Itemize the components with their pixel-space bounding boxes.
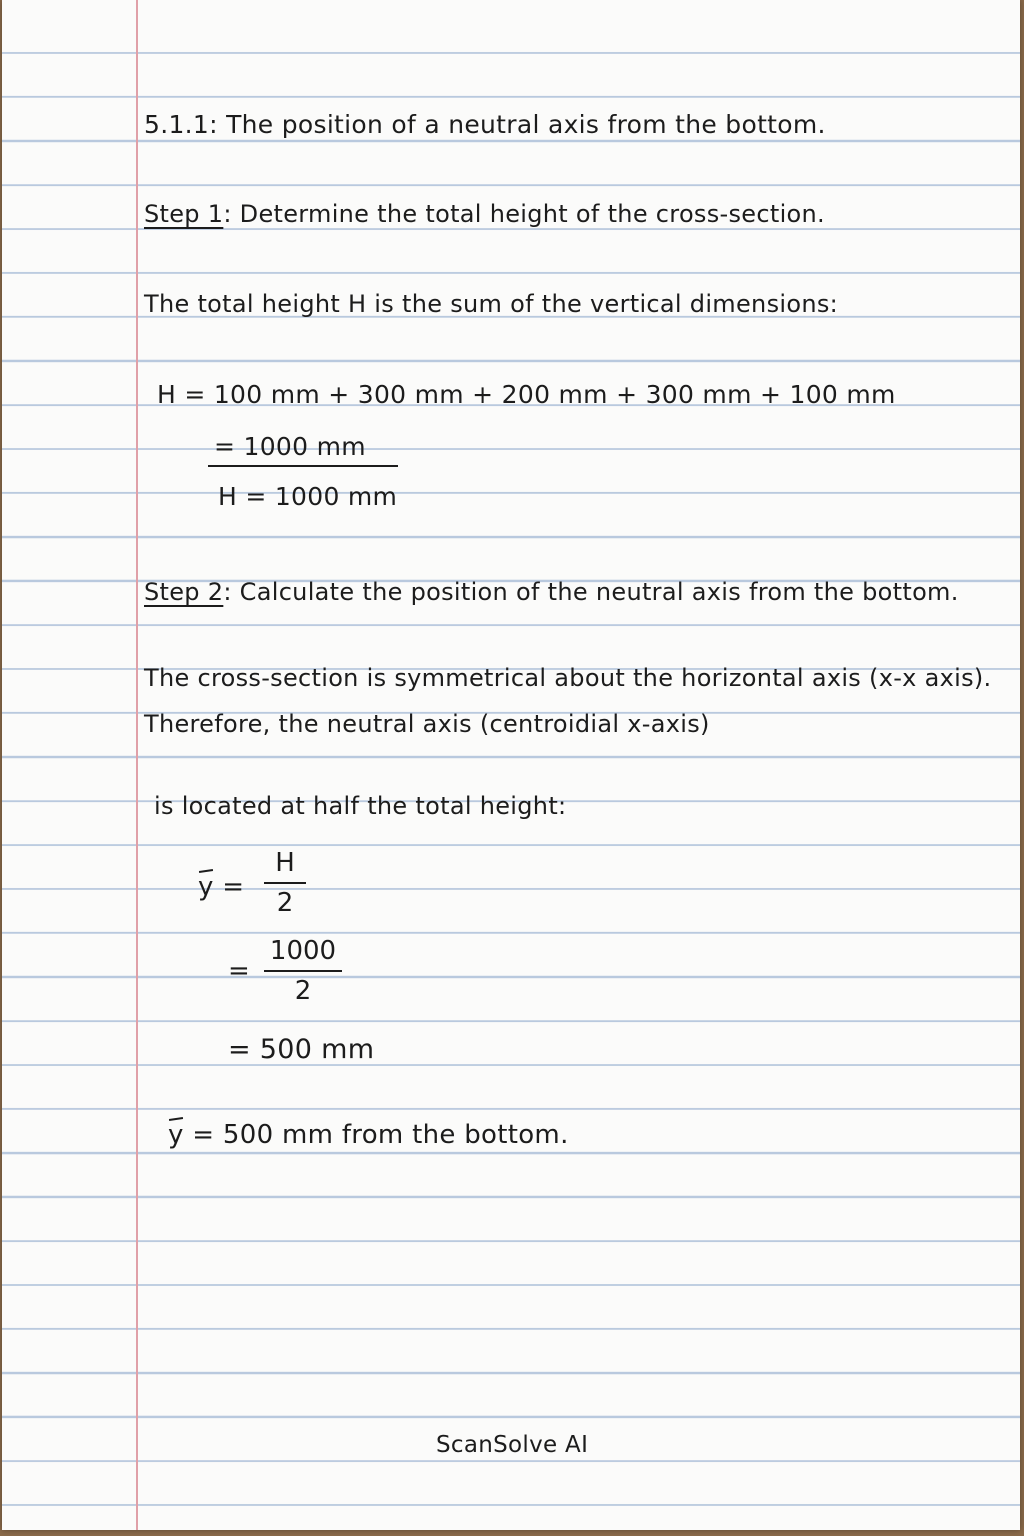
equals-sign: = [222, 872, 245, 902]
ybar-symbol: y [198, 872, 214, 902]
heading: 5.1.1: The position of a neutral axis from the bottom. [144, 110, 826, 139]
located-text: is located at half the total height: [154, 792, 567, 820]
fraction-bar [264, 970, 342, 972]
step2-line [144, 578, 959, 606]
fraction-denominator: 2 [276, 888, 294, 918]
calc-result: = 500 mm [228, 1034, 375, 1065]
ybar-line-1 [198, 872, 244, 902]
margin-line [136, 0, 138, 1530]
step2-text: : Calculate the position of the neutral axis from the bottom. [223, 578, 959, 606]
conclusion-line [168, 1120, 569, 1150]
ybar-symbol: y [168, 1120, 184, 1150]
therefore-text: Therefore, the neutral axis (centroidial x-axis) [144, 710, 710, 738]
equals-sign-2: = [228, 956, 251, 986]
height-sum: = 1000 mm [214, 432, 366, 461]
step1-line [144, 200, 825, 228]
height-equation: H = 100 mm + 300 mm + 200 mm + 300 mm + 100 mm [157, 380, 896, 409]
step1-label: Step 1 [144, 200, 224, 228]
fraction-bar [264, 882, 306, 884]
fraction-h-over-2 [264, 846, 306, 920]
height-result: H = 1000 mm [218, 482, 398, 511]
conclusion-text: = 500 mm from the bottom. [192, 1120, 569, 1150]
result-rule [208, 465, 398, 467]
symmetry-text: The cross-section is symmetrical about the horizontal axis (x-x axis). [144, 664, 992, 692]
fraction-denominator: 2 [294, 976, 312, 1006]
fraction-1000-over-2 [264, 934, 342, 1008]
fraction-numerator: H [275, 848, 295, 878]
step1-text: : Determine the total height of the cross-section. [223, 200, 825, 228]
notebook-page [2, 0, 1020, 1530]
fraction-numerator: 1000 [269, 936, 337, 966]
step2-label: Step 2 [144, 578, 224, 606]
intro-text: The total height H is the sum of the vertical dimensions: [144, 290, 839, 318]
footer-brand: ScanSolve AI [436, 1432, 589, 1458]
